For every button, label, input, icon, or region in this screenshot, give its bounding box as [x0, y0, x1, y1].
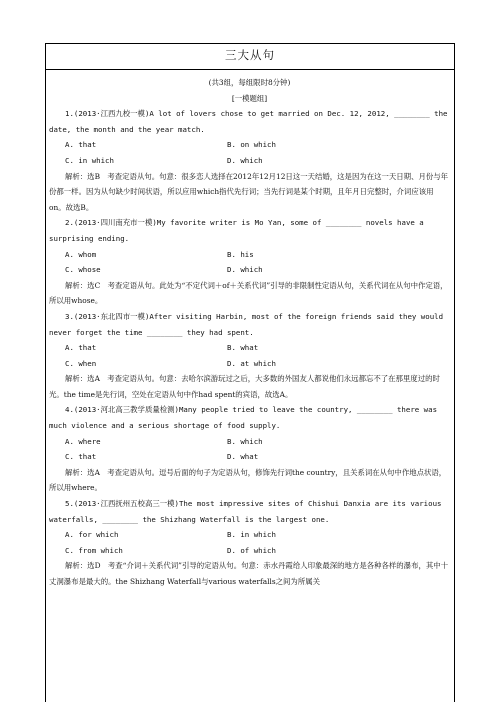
question-stem: 5.(2013·江西抚州五校高三一模)The most impressive sites of Chishui Danxia are its various waterfalls, ________ the Shizhang Waterfall is the largest one. — [49, 499, 442, 524]
option-c: C. in which — [65, 155, 114, 165]
page-title: 三大从句 — [46, 44, 454, 70]
option-d: D. of which — [227, 545, 276, 555]
question-stem: 4.(2013·河北高三教学质量检测)Many people tried to leave the country, ________ there was much violence and a serious shortage of food supply. — [49, 405, 438, 431]
options-row — [49, 356, 450, 372]
option-a: A. whom — [65, 249, 97, 259]
page-frame — [45, 43, 455, 702]
options-row — [49, 340, 450, 356]
question-stem: 2.(2013·四川南充市一模)My favorite writer is Mo Yan, some of ________ novels have a surprising ending. — [49, 218, 424, 243]
option-d: D. which — [227, 265, 263, 275]
options-row — [49, 153, 450, 169]
option-b: B. which — [227, 436, 263, 446]
question-5 — [49, 496, 450, 590]
option-a: A. for which — [65, 530, 119, 540]
option-c: C. that — [65, 452, 97, 462]
option-c: C. when — [65, 358, 97, 368]
option-c: C. from which — [65, 545, 123, 555]
option-d: D. what — [227, 452, 259, 462]
question-stem: 1.(2013·江西九校一模)A lot of lovers chose to get married on Dec. 12, 2012, ________ the date, the month and the year match. — [49, 109, 448, 134]
option-a: A. where — [65, 436, 101, 446]
subtitle: (共3组，每组限时8分钟) — [208, 78, 291, 87]
options-row — [49, 434, 450, 450]
option-d: D. at which — [227, 358, 276, 368]
option-d: D. which — [227, 155, 263, 165]
options-row — [49, 527, 450, 543]
options-row — [49, 543, 450, 559]
options-row — [49, 449, 450, 465]
question-stem: 3.(2013·东北四市一模)After visiting Harbin, most of the foreign friends said they would never forget the time ________ they had spent. — [49, 311, 444, 337]
question-2 — [49, 215, 450, 309]
group-label: [一模题组] — [231, 93, 268, 103]
explanation: 解析：选D 考查“介词＋关系代词”引导的定语从句。句意：赤水丹霞给人印象最深的地方是各种各样的瀑布，其中十丈洞瀑布是最大的。the Shizhang Waterfall与various waterfalls之间为所属关 — [49, 561, 449, 586]
option-b: B. on which — [227, 140, 276, 150]
explanation: 解析：选A 考查定语从句。句意：去哈尔滨游玩过之后，大多数的外国友人都说他们永远都忘不了在那里度过的时光。the time是先行词，空处在定语从句中作had spent的宾语，故选A。 — [49, 374, 440, 399]
options-row — [49, 137, 450, 153]
explanation: 解析：选A 考查定语从句。逗号后面的句子为定语从句，修饰先行词the country，且关系词在从句中作地点状语，所以用where。 — [49, 467, 447, 493]
option-b: B. what — [227, 343, 259, 353]
explanation: 解析：选C 考查定语从句。此处为“不定代词＋of＋关系代词”引导的非限制性定语从句，关系代词在从句中作定语，所以用whose。 — [49, 280, 448, 306]
question-3 — [49, 309, 450, 403]
options-row — [49, 247, 450, 263]
question-4 — [49, 402, 450, 496]
option-a: A. that — [65, 343, 97, 353]
option-a: A. that — [65, 140, 97, 150]
explanation: 解析：选B 考查定语从句。句意：很多恋人选择在2012年12月12日这一天结婚，这是因为在这一天日期、月份与年份都一样。因为从句缺少时间状语，所以应用which指代先行词；当先行词是某个时期，且年月日完整时，介词应该用on。故选B。 — [49, 171, 449, 212]
options-row — [49, 262, 450, 278]
content — [46, 70, 454, 590]
option-c: C. whose — [65, 265, 101, 275]
question-1 — [49, 106, 450, 215]
option-b: B. his — [227, 249, 254, 259]
option-b: B. in which — [227, 530, 276, 540]
